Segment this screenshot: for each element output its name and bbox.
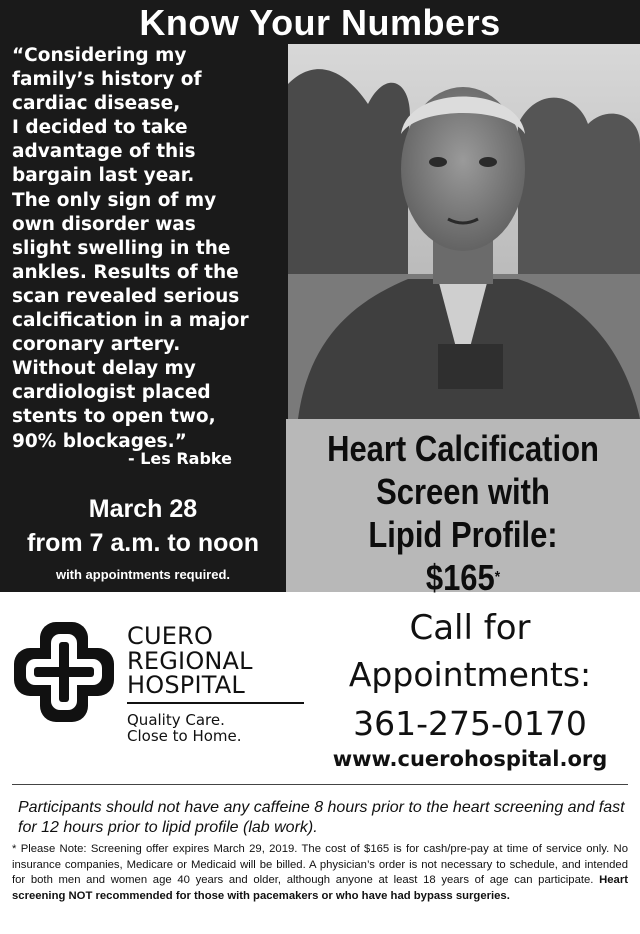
phone-number[interactable]: 361-275-0170 bbox=[353, 704, 587, 743]
fine-print-warning: Heart screening NOT recommended for those with pacemakers or who have had bypass surgeries. bbox=[12, 874, 628, 902]
offer-price-line bbox=[311, 556, 615, 599]
quote-line: cardiologist placed bbox=[12, 382, 211, 404]
logo-divider bbox=[127, 702, 304, 704]
fine-print bbox=[12, 842, 628, 904]
quote-line: family’s history of bbox=[12, 69, 202, 91]
fine-print-body: * Please Note: Screening offer expires March 29, 2019. The cost of $165 is for cash/pre-pay at time of service only. No insurance companies, Medicare or Medicaid will be billed. A physician’s order is not necessary to schedule, and intended for both men and women age 40 years and older, although anyone at least 18 years of age can participate. bbox=[12, 843, 628, 886]
quote-line: The only sign of my bbox=[12, 189, 217, 211]
offer-title-line-1: Heart Calcification bbox=[327, 428, 599, 469]
portrait-photo-illustration bbox=[288, 44, 640, 419]
cta-line-1: Call for bbox=[409, 608, 531, 648]
website-link[interactable]: www.cuerohospital.org bbox=[332, 747, 608, 771]
quote-line: bargain last year. bbox=[12, 165, 195, 187]
quote-line: 90% blockages.” bbox=[12, 430, 187, 452]
offer-asterisk: * bbox=[494, 569, 501, 586]
event-date: March 28 bbox=[88, 495, 198, 523]
quote-line: advantage of this bbox=[12, 141, 196, 163]
hospital-cross-logo-icon bbox=[10, 618, 118, 726]
quote-attribution: - Les Rabke bbox=[128, 449, 232, 468]
quote-line: own disorder was bbox=[12, 213, 196, 235]
quote-line: Without delay my bbox=[12, 358, 196, 380]
offer-title-line-3: Lipid Profile: bbox=[368, 514, 558, 555]
call-to-action bbox=[318, 608, 622, 772]
offer-price: $165 bbox=[425, 557, 495, 598]
cta-line-2: Appointments: bbox=[348, 655, 592, 694]
offer-panel bbox=[286, 419, 640, 598]
quote-line: scan revealed serious bbox=[12, 285, 240, 307]
headline: Know Your Numbers bbox=[139, 2, 501, 43]
logo-tagline-2: Close to Home. bbox=[127, 726, 242, 745]
logo-tagline-1: Quality Care. bbox=[127, 710, 225, 729]
quote-line: coronary artery. bbox=[12, 334, 181, 356]
appointment-note: with appointments required. bbox=[55, 567, 231, 582]
quote-line: “Considering my bbox=[12, 45, 187, 66]
portrait-photo bbox=[288, 44, 640, 419]
logo-name-line-2: REGIONAL bbox=[127, 646, 253, 675]
quote-line: ankles. Results of the bbox=[12, 261, 239, 283]
quote-line: calcification in a major bbox=[12, 310, 249, 332]
event-date-block bbox=[0, 492, 286, 560]
quote-line: stents to open two, bbox=[12, 406, 216, 428]
offer-title-line-2: Screen with bbox=[376, 471, 550, 512]
quote-line: cardiac disease, bbox=[12, 93, 181, 115]
logo-name-line-1: CUERO bbox=[127, 622, 214, 650]
section-divider bbox=[12, 784, 628, 785]
quote-line: I decided to take bbox=[12, 117, 188, 139]
event-time: from 7 a.m. to noon bbox=[27, 529, 259, 557]
prep-notice: Participants should not have any caffeine 8 hours prior to the heart screening and fast for 12 hours prior to lipid profile (lab work). bbox=[18, 799, 625, 836]
quote-line: slight swelling in the bbox=[12, 237, 231, 259]
logo-name-line-3: HOSPITAL bbox=[127, 671, 245, 699]
hospital-logo-text bbox=[127, 624, 304, 744]
testimonial-quote bbox=[12, 44, 284, 454]
